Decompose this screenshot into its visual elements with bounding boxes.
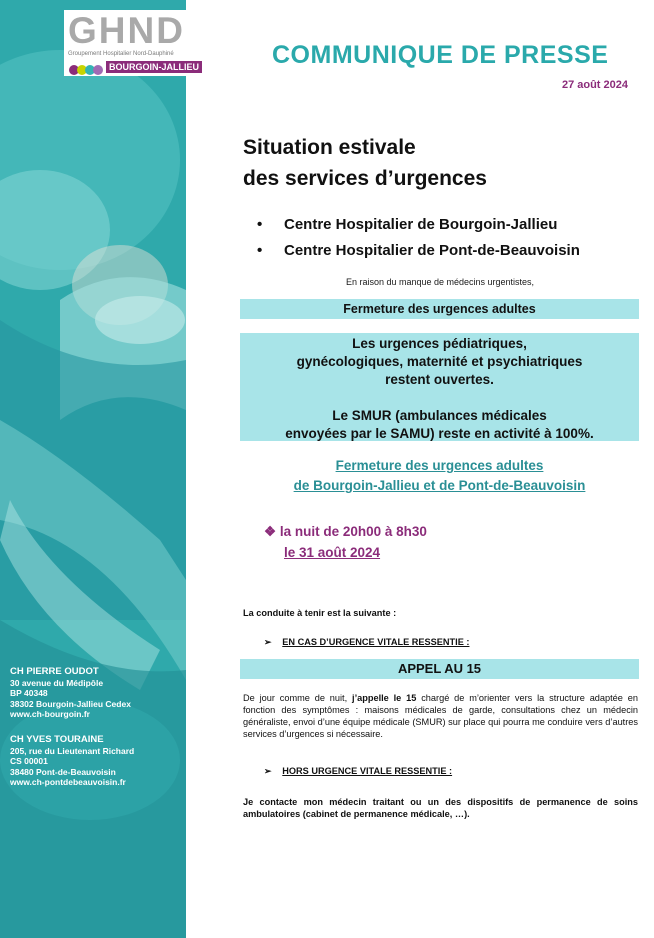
headline-line: des services d’urgences — [243, 167, 487, 190]
contact-website-link[interactable]: www.ch-bourgoin.fr — [10, 709, 90, 719]
hospital-item: • Centre Hospitalier de Bourgoin-Jallieu — [264, 212, 580, 238]
schedule-date: le 31 août 2024 — [284, 545, 381, 560]
contact-line: CS 00001 — [10, 756, 48, 766]
logo-subtitle: Groupement Hospitalier Nord-Dauphiné — [68, 51, 174, 57]
conduct-intro: La conduite à tenir est la suivante : — [243, 608, 397, 618]
closure-heading — [240, 456, 639, 496]
contact-line: 38480 Pont-de-Beauvoisin — [10, 766, 116, 777]
logo-place: BOURGOIN-JALLIEU — [106, 61, 202, 73]
contact-line: 205, rue du Lieutenant Richard — [10, 745, 135, 756]
contact-website-link[interactable]: www.ch-pontdebeauvoisin.fr — [10, 777, 126, 787]
smur-line: envoyées par le SAMU) reste en activité à 100%. — [285, 426, 594, 441]
closure-schedule — [264, 521, 427, 563]
open-services-box — [240, 333, 639, 441]
contact-block-pont — [10, 735, 134, 788]
hospital-item: • Centre Hospitalier de Pont-de-Beauvoisin — [264, 238, 580, 264]
release-date: 27 août 2024 — [561, 79, 628, 91]
sidebar-photo — [0, 0, 186, 938]
closure-line: de Bourgoin-Jallieu et de Pont-de-Beauvoisin — [293, 478, 586, 493]
vital-text-post: chargé de m’orienter vers la structure adaptée en fonction des symptômes : maisons médicales de garde, consultations chez un médecin généraliste, envoi d’une équipe médicale (SMUR) sur place qui pourra me conduire vers d’autres services d’urgences si nécessaire. — [243, 693, 638, 739]
contact-line: 30 avenue du Médipôle — [10, 677, 104, 688]
vital-text-bold: j’appelle le 15 — [352, 693, 417, 703]
headline-line: Situation estivale — [243, 136, 416, 159]
logo-dot — [93, 65, 103, 75]
smur-line: Le SMUR (ambulances médicales — [332, 408, 547, 423]
arrow-bullet-icon: ➢ — [264, 637, 272, 647]
intro-text: En raison du manque de médecins urgentistes, — [345, 277, 535, 287]
closure-banner: Fermeture des urgences adultes — [240, 299, 639, 319]
non-vital-heading — [264, 765, 452, 777]
open-services-line: gynécologiques, maternité et psychiatriques — [296, 354, 583, 369]
logo-dots — [69, 62, 101, 80]
open-services-line: restent ouvertes. — [385, 372, 494, 387]
contact-name: CH YVES TOURAINE — [10, 734, 104, 745]
open-services-line: Les urgences pédiatriques, — [352, 336, 527, 351]
headline — [243, 132, 487, 194]
hospital-list — [264, 212, 580, 264]
vital-heading-text: EN CAS D’URGENCE VITALE RESSENTIE : — [282, 637, 470, 647]
non-vital-heading-text: HORS URGENCE VITALE RESSENTIE : — [282, 766, 453, 776]
contact-line: BP 40348 — [10, 688, 48, 698]
schedule-time: la nuit de 20h00 à 8h30 — [279, 524, 427, 539]
contact-name: CH PIERRE OUDOT — [10, 666, 99, 677]
call-15-banner: APPEL AU 15 — [240, 659, 639, 679]
arrow-bullet-icon: ➢ — [264, 766, 272, 776]
diamond-bullet-icon: ❖ — [264, 524, 277, 539]
vital-heading — [264, 636, 469, 648]
vital-text-pre: De jour comme de nuit, — [243, 693, 353, 703]
vital-paragraph — [243, 692, 638, 740]
surgeons-photo-illustration — [0, 0, 186, 938]
logo-letters: GHND — [68, 10, 185, 51]
press-release-title: COMMUNIQUE DE PRESSE — [272, 41, 609, 69]
contact-block-bourgoin — [10, 667, 131, 720]
non-vital-paragraph: Je contacte mon médecin traitant ou un des dispositifs de permanence de soins ambulatoires (cabinet de permanence médicale, …). — [243, 797, 638, 819]
ghnd-logo — [64, 10, 210, 76]
closure-line: Fermeture des urgences adultes — [335, 458, 544, 473]
contact-line: 38302 Bourgoin-Jallieu Cedex — [10, 698, 131, 709]
